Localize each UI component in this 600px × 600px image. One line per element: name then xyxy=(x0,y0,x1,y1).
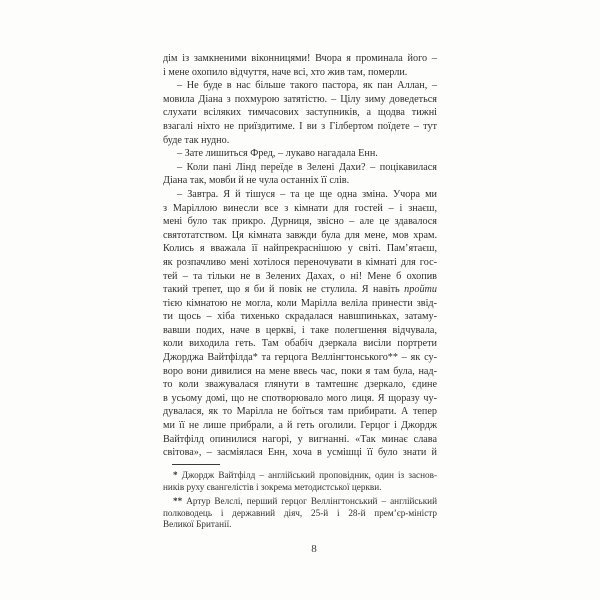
text-line: світова», – засміялася Енн, хоча в усмішці її було знати й xyxy=(163,447,437,459)
text-line: тією кімнатою не могла, коли Марілла веліла принести звід- xyxy=(163,297,437,309)
text-line: як розпачливо мені хотілося переночувати в кімнаті для гос- xyxy=(163,256,437,268)
text-line: в усьому домі, що не спотворювало мого лиця. Я щоразу чу- xyxy=(163,392,437,404)
text-line: святотатством. Ця кімната завжди була для мене, мов храм. xyxy=(163,229,437,241)
footnote-lines xyxy=(163,470,437,531)
page-number: 8 xyxy=(311,543,317,555)
text-line: вавши подих, наче в церкві, і таке полегшення відчувала, xyxy=(163,324,437,336)
text-segment: такий трепет, що я би й повік не стулила. Я навіть xyxy=(163,284,405,296)
footnote-separator xyxy=(172,464,220,465)
text-line: мовила Діана з похмурою затятістю. – Цілу зиму доведеться xyxy=(163,93,437,105)
footnotes xyxy=(163,464,437,531)
text-line: коли виходила геть. Там обабіч дзеркала висіли портрети xyxy=(163,338,437,350)
text-segment: Артур Велслі, перший герцог Веллінгтонський – англійський xyxy=(186,496,437,506)
text-line: ми її не лише прибрали, а й геть оголили. Герцог і Джордж xyxy=(163,420,437,432)
text-line xyxy=(163,470,437,482)
text-line: мені було так прикро. Дурниця, звісно – але це здавалося xyxy=(163,216,437,228)
text-line: полководець і державний діяч, 25-й і 28-й прем’єр-міністр xyxy=(163,507,437,518)
footnote-marker: * xyxy=(173,470,182,480)
text-line xyxy=(163,496,437,508)
text-line: Джорджа Вайтфілда* та герцога Веллінгтонського** – як су- xyxy=(163,352,437,364)
text-line: з Маріллою винесли все з кімнати для гостей – і знаєш, xyxy=(163,202,437,214)
text-line xyxy=(163,283,437,297)
text-segment: Джордж Вайтфілд – англійський проповідник, один із заснов- xyxy=(181,470,437,480)
text-line: Великої Британії. xyxy=(163,519,232,529)
text-line: – Не буде в нас більше такого пастора, як пан Аллан, – xyxy=(177,80,437,92)
text-line: ників руху євангелістів і зокрема методистської церкви. xyxy=(163,481,382,492)
text-line: дім із замкненими віконницями! Вчора я проминала його – xyxy=(163,53,437,64)
text-line: воро вони дивилися на мене ввесь час, поки я там була, над- xyxy=(163,365,437,377)
text-line: взагалі ніхто не приїздитиме. І ви з Гілбертом поїдете – тут xyxy=(163,120,437,132)
text-line: ти щось – хіба тихенько скрадалася навшпиньках, затаму- xyxy=(163,311,437,323)
text-line: буде так нудно. xyxy=(163,134,230,146)
text-line: тей – та тільки не в Зелених Дахах, о ні! Мене б охопив xyxy=(163,270,437,282)
text-line: Діана так, мовби й не чула останніх її слів. xyxy=(163,175,350,187)
text-line: – Коли пані Лінд переїде в Зелені Дахи? – поцікавилася xyxy=(177,161,437,173)
italic-text: пройти xyxy=(404,284,437,296)
text-line: Колись я вважала її найпрекраснішою у світі. Пам’ятаєш, xyxy=(163,243,437,255)
text-line: – Завтра. Я й тішуся – та це ще одна зміна. Учора ми xyxy=(177,188,437,200)
text-line: Вайтфілд опинилися нагорі, у вигнанні. «Так минає слава xyxy=(163,433,437,445)
text-line: слухати всіляких тимчасових заступників, а щодва тижні xyxy=(163,107,437,119)
text-line: дувалася, як то Марілла не боїться там прибирати. А тепер xyxy=(163,406,437,418)
text-line: то коли зважувалася глянути в тамтешнє дзеркало, єдине xyxy=(163,379,437,391)
text-line: – Зате лишиться Фред, – лукаво нагадала Енн. xyxy=(177,148,378,160)
main-text xyxy=(163,52,437,460)
text-line: і мене охопило відчуття, наче всі, хто жив там, померли. xyxy=(163,66,408,78)
footnote-marker: ** xyxy=(173,496,187,506)
